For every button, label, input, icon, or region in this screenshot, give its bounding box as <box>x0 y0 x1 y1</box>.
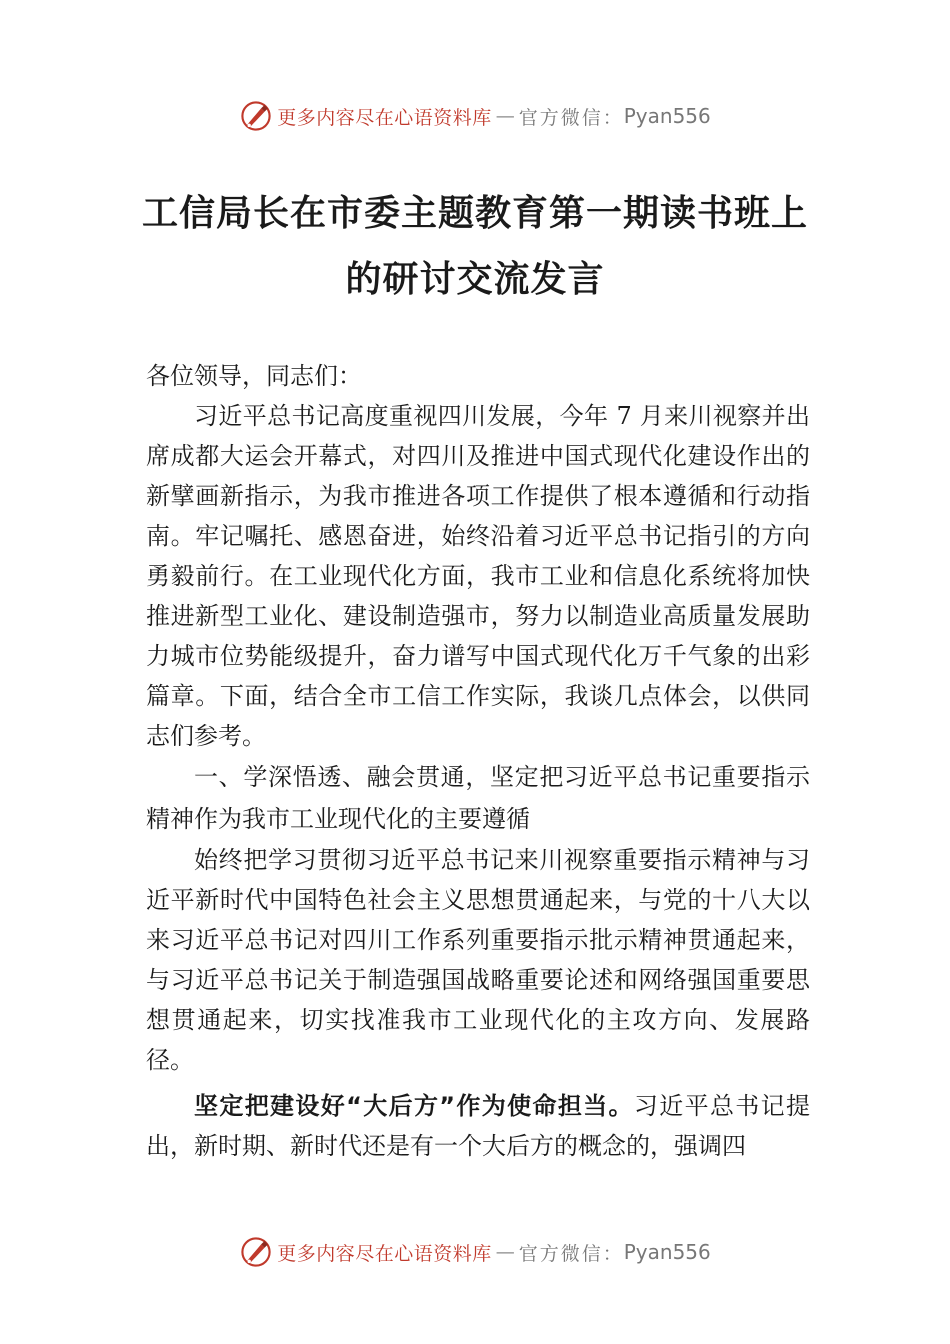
watermark-brand: 更多内容尽在心语资料库 <box>277 1242 492 1265</box>
watermark-dash: — <box>495 1241 515 1263</box>
watermark-header <box>0 96 950 136</box>
title-line-2: 的研讨交流发言 <box>345 258 605 300</box>
watermark-dash: — <box>495 105 515 127</box>
pen-logo-icon <box>239 1235 273 1269</box>
watermark-wechat-label: 官方微信： <box>518 1242 624 1265</box>
paragraph-section-1: 始终把学习贯彻习近平总书记来川视察重要指示精神与习近平新时代中国特色社会主义思想贯通起来，与党的十八大以来习近平总书记对四川工作系列重要指示批示精神贯通起来，与习近平总书记关于制造强国战略重要论述和网络强国重要思想贯通起来，切实找准我市工业现代化的主攻方向、发展路径。 <box>146 846 810 1074</box>
watermark-wechat-label: 官方微信： <box>518 106 624 129</box>
section-heading-1: 一、学深悟透、融会贯通，坚定把习近平总书记重要指示精神作为我市工业现代化的主要遵循 <box>146 763 810 833</box>
watermark-footer <box>0 1232 950 1272</box>
paragraph-mission <box>146 1086 810 1166</box>
pen-logo-icon <box>239 99 273 133</box>
paragraph-intro: 习近平总书记高度重视四川发展，今年 7 月来川视察并出席成都大运会开幕式，对四川及推进中国式现代化建设作出的新擘画新指示，为我市推进各项工作提供了根本遵循和行动指南。牢记嘱托、感恩奋进，始终沿着习近平总书记指引的方向勇毅前行。在工业现代化方面，我市工业和信息化系统将加快推进新型工业化、建设制造强市，努力以制造业高质量发展助力城市位势能级提升，奋力谱写中国式现代化万千气象的出彩篇章。下面，结合全市工信工作实际，我谈几点体会，以供同志们参考。 <box>146 402 810 750</box>
paragraph-lead-bold: 坚定把建设好“大后方”作为使命担当。 <box>194 1092 634 1120</box>
document-title <box>100 180 850 312</box>
salutation: 各位领导，同志们： <box>146 362 362 390</box>
paragraph-mission-text: 习近平总书记提出，新时期、新时代还是有一个大后方的概念的，强调四 <box>146 1092 811 1160</box>
watermark-wechat-id: Pyan556 <box>623 104 711 128</box>
watermark-brand: 更多内容尽在心语资料库 <box>277 106 492 129</box>
document-body <box>146 356 810 1166</box>
watermark-wechat-id: Pyan556 <box>623 1240 711 1264</box>
title-line-1: 工信局长在市委主题教育第一期读书班上 <box>141 192 808 234</box>
